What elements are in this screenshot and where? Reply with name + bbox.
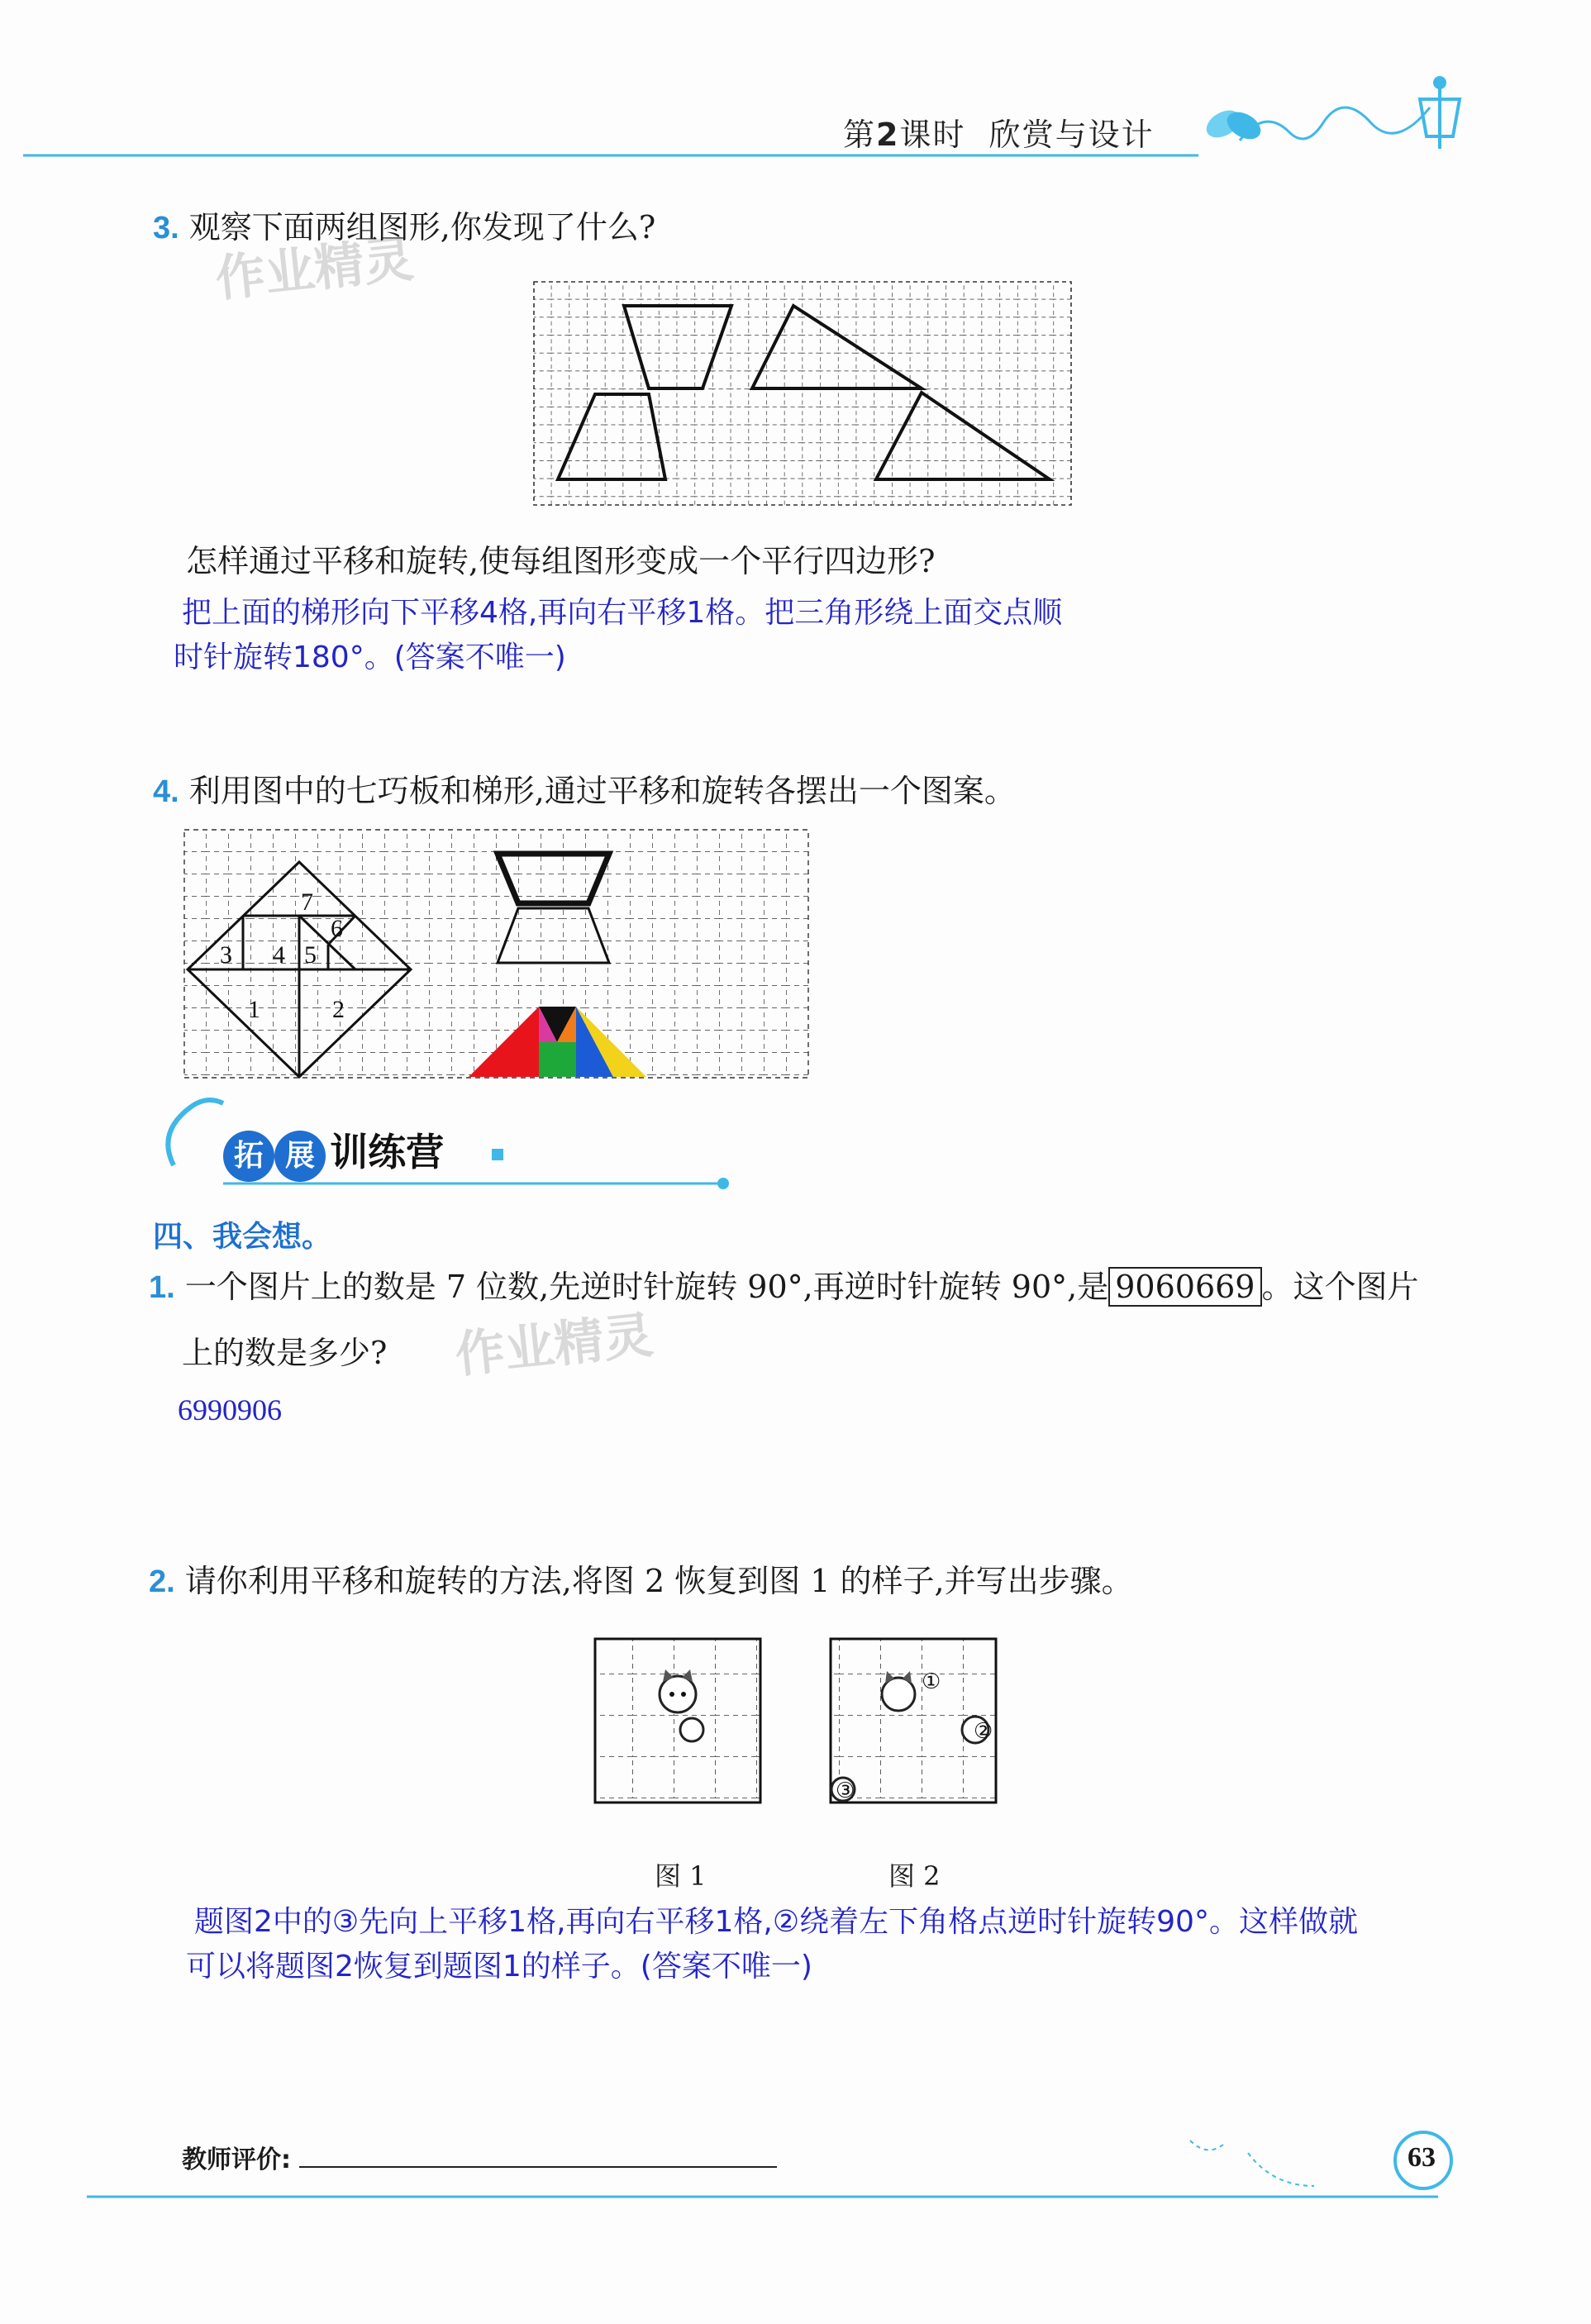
header-title: 第2课时 欣赏与设计 [843,117,1155,153]
question-3 [153,205,655,250]
question-3-sub: 怎样通过平移和旋转,使每组图形变成一个平行四边形? [186,543,936,579]
answer-3-line2: 时针旋转180°。(答案不唯一) [174,641,566,674]
figure-1-caption: 图 1 [655,1860,707,1892]
tangram-label: 5 [304,941,317,969]
watermark: 作业精灵 [212,230,417,309]
figures-q2 [591,1632,1004,1814]
question-text: 观察下面两组图形,你发现了什么? [188,209,656,245]
banner-text: 训练营 [330,1130,445,1174]
question-number: 2. [149,1564,175,1599]
answer-2-line1: 题图2中的③先向上平移1格,再向右平移1格,②绕着左下角格点逆时针旋转90°。这样做就 [194,1905,1358,1939]
question-text: 利用图中的七巧板和梯形,通过平移和旋转各摆出一个图案。 [188,773,1016,809]
butterfly-icon [1202,105,1265,145]
answer-2-line2: 可以将题图2恢复到题图1的样子。(答案不唯一) [186,1950,812,1983]
expansion-banner [223,1122,444,1182]
boxed-number: 9060669 [1108,1267,1261,1307]
banner-badge: 拓 [223,1131,274,1182]
section4-question-2 [149,1559,1133,1604]
question-4 [153,769,1016,814]
question-text: 。这个图片 [1261,1269,1419,1305]
figure-2-caption: 图 2 [888,1860,941,1892]
answer-3-line1: 把上面的梯形向下平移4格,再向右平移1格。把三角形绕上面交点顺 [182,596,1063,630]
tangram-label: 6 [331,915,343,942]
question-text: 上的数是多少? [182,1335,388,1371]
q3-grid-figure [533,281,1072,506]
footer-decoration [0,2116,1591,2215]
question-text: 请你利用平移和旋转的方法,将图 2 恢复到图 1 的样子,并写出步骤。 [184,1563,1133,1599]
marker-2: ② [974,1719,993,1744]
marker-1: ① [922,1669,941,1694]
answer-1: 6990906 [178,1393,282,1426]
tangram-label: 7 [301,888,313,916]
marker-3: ③ [836,1779,855,1803]
question-number: 4. [153,774,179,809]
section-title: 四、我会想。 [153,1220,332,1254]
figure-1-grid [595,1639,760,1803]
tangram-label: 2 [332,996,345,1023]
tangram-label: 1 [248,996,260,1023]
question-text: 一个图片上的数是 7 位数,先逆时针旋转 90°,再逆时针旋转 90°,是 [184,1269,1109,1305]
teacher-evaluation-label: 教师评价: [182,2145,291,2174]
tangram-label: 3 [220,941,232,969]
question-number: 1. [149,1270,175,1305]
banner-badge: 展 [274,1131,326,1182]
section4-question-1 [149,1264,1419,1310]
q4-grid-figure [183,829,810,1081]
watermark: 作业精灵 [452,1306,656,1385]
tangram-label: 4 [273,941,285,969]
header-decoration [0,0,1591,182]
page-number: 63 [1408,2142,1436,2173]
question-number: 3. [153,211,179,245]
